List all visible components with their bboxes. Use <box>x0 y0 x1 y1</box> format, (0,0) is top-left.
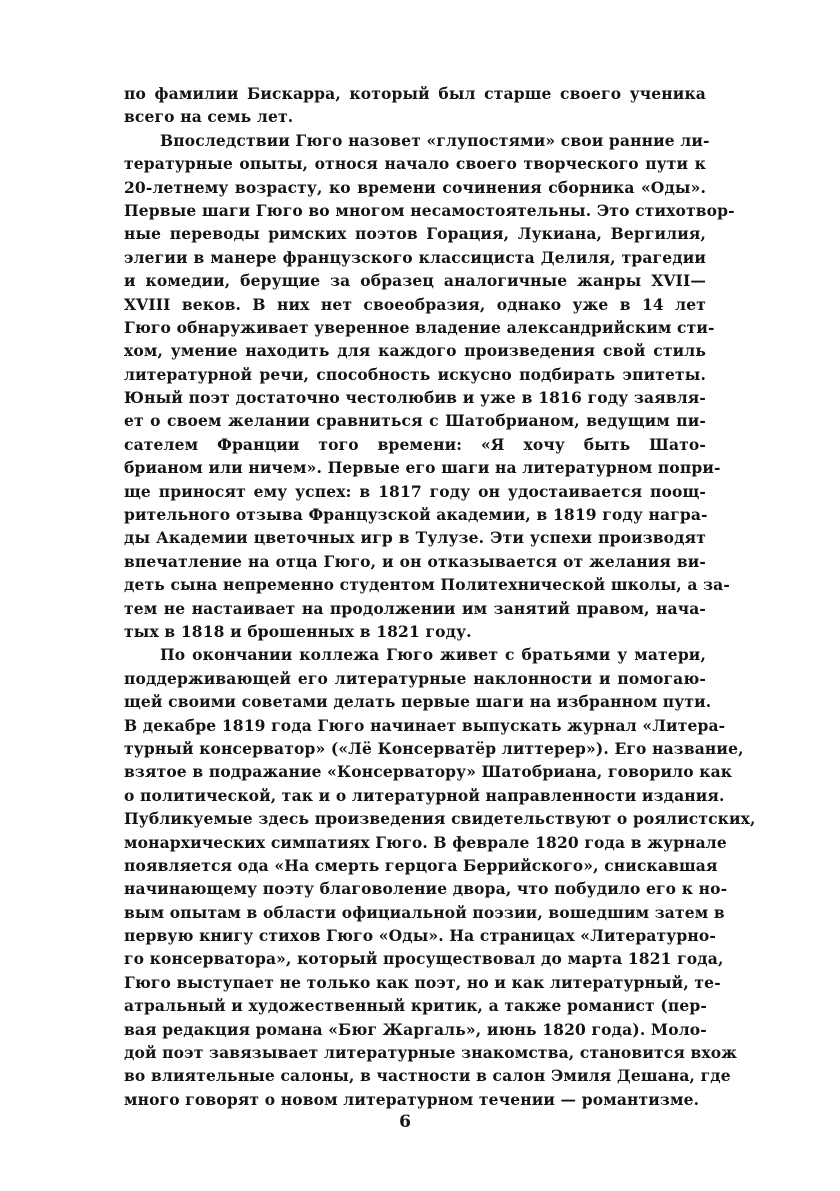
text-line: Гюго выступает не только как поэт, но и как литературный, те- <box>124 972 721 992</box>
text-line: турный консерватор» («Лё Консерватёр литтерер»). Его название, <box>124 738 744 758</box>
text-line: ды Академии цветочных игр в Тулузе. Эти успехи производят <box>124 528 706 548</box>
text-line: Юный поэт достаточно честолюбив и уже в 1816 году заявля- <box>124 388 706 408</box>
text-line: Гюго обнаруживает уверенное владение александрийским сти- <box>124 317 715 337</box>
text-line: много говорят о новом литературном течении — романтизме. <box>124 1089 700 1109</box>
text-line: Публикуемые здесь произведения свидетельствуют о роялистских, <box>124 809 756 829</box>
text-line: поддерживающей его литературные наклонности и помогаю- <box>124 668 706 688</box>
text-line: вым опытам в области официальной поэзии, вошедшим затем в <box>124 902 725 922</box>
page-number: 6 <box>399 1112 411 1132</box>
text-line: по фамилии Бискарра, который был старше своего ученика <box>124 84 706 103</box>
text-line: начинающему поэту благоволение двора, что побудило его к но- <box>124 879 728 899</box>
text-line: во влиятельные салоны, в частности в салон Эмиля Дешана, где <box>124 1066 731 1086</box>
text-line: ные переводы римских поэтов Горация, Лукиана, Вергилия, <box>124 224 706 244</box>
text-line: о политической, так и о литературной направленности издания. <box>124 785 725 805</box>
paragraph <box>124 643 756 1111</box>
text-line: дой поэт завязывает литературные знакомства, становится вхож <box>124 1043 738 1063</box>
text-line: впечатление на отца Гюго, и он отказывается от желания ви- <box>124 551 706 571</box>
text-line: взятое в подражание «Консерватору» Шатобриана, говорило как <box>124 762 733 782</box>
text-line: тературные опыты, относя начало своего творческого пути к <box>124 154 706 174</box>
text-line: хом, умение находить для каждого произведения свой стиль <box>124 341 706 361</box>
text-line: и комедии, берущие за образец аналогичные жанры XVII— <box>124 271 706 291</box>
text-line: 20-летнему возрасту, ко времени сочинения сборника «Оды». <box>124 177 706 197</box>
text-line: Первые шаги Гюго во многом несамостоятельны. Это стихотвор- <box>124 200 735 220</box>
text-line: литературной речи, способность искусно подбирать эпитеты. <box>124 364 706 384</box>
body-text <box>124 82 756 1111</box>
text-line: появляется ода «На смерть герцога Беррийского», снискавшая <box>124 855 718 875</box>
text-line: рительного отзыва Французской академии, в 1819 году награ- <box>124 505 708 525</box>
text-line: первую книгу стихов Гюго «Оды». На страницах «Литературно- <box>124 926 716 946</box>
paragraph <box>124 82 706 129</box>
text-line: щей своими советами делать первые шаги на избранном пути. <box>124 692 712 712</box>
text-line: В декабре 1819 года Гюго начинает выпускать журнал «Литера- <box>124 715 726 735</box>
text-line: элегии в манере французского классициста Делиля, трагедии <box>124 247 706 267</box>
text-line: Впоследствии Гюго назовет «глупостями» свои ранние ли- <box>160 130 710 150</box>
text-line: го консерватора», который просуществовал до марта 1821 года, <box>124 949 724 969</box>
text-line: сателем Франции того времени: «Я хочу быть Шато- <box>124 434 706 454</box>
text-line: ще приносят ему успех: в 1817 году он удостаивается поощ- <box>124 481 706 501</box>
text-line: ет о своем желании сравниться с Шатобрианом, ведущим пи- <box>124 411 706 431</box>
text-line: вая редакция романа «Бюг Жаргаль», июнь 1820 года). Моло- <box>124 1019 707 1039</box>
text-line: атральный и художественный критик, а также романист (пер- <box>124 996 707 1016</box>
text-line: монархических симпатиях Гюго. В феврале 1820 года в журнале <box>124 832 727 852</box>
text-line: брианом или ничем». Первые его шаги на литературном попри- <box>124 458 721 478</box>
text-line: тых в 1818 и брошенных в 1821 году. <box>124 621 472 641</box>
text-line: деть сына непременно студентом Политехнической школы, а за- <box>124 575 730 595</box>
text-line: По окончании коллежа Гюго живет с братьями у матери, <box>160 645 706 665</box>
text-line: тем не настаивает на продолжении им занятий правом, нача- <box>124 598 706 618</box>
text-line: XVIII веков. В них нет своеобразия, однако уже в 14 лет <box>124 294 706 314</box>
text-line: всего на семь лет. <box>124 107 294 127</box>
paragraph <box>124 129 735 644</box>
